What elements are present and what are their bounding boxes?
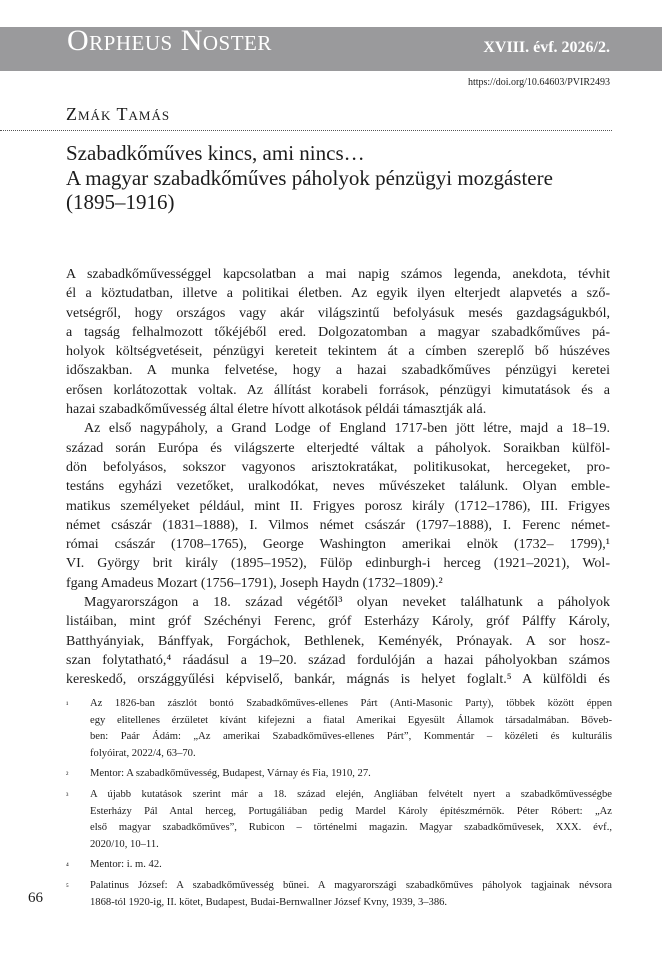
text-line: század során Európa és világszerte elterjedté váltak a páholyok. Soraikban külföl- <box>66 440 610 456</box>
text-line: él a köztudatban, illetve a politikai életben. Az egyik ilyen elterjedt alapvetés a sző- <box>66 286 610 302</box>
text-line: római császár (1708–1765), George Washington amerikai elnök (1732– 1799),¹ <box>66 537 610 553</box>
text-line: német császár (1831–1888), I. Vilmos német császár (1797–1888), I. Ferenc német- <box>66 517 610 533</box>
text-line: dön befolyásos, sokszor vagyonos arisztokratákat, politikusokat, hercegeket, pro- <box>66 459 610 475</box>
footnote-number: ⁵ <box>66 881 69 891</box>
footnote-line: egy elitellenes érzületet kívánt kifejezni a fiatal Amerikai Egyesült Államok társadalmában. Bőveb- <box>90 714 612 726</box>
footnote <box>66 857 612 874</box>
text-line: A szabadkőművességgel kapcsolatban a mai napig számos legenda, anekdota, tévhit <box>66 267 610 282</box>
footnote-line: 2020/10, 10–11. <box>90 838 159 850</box>
journal-header-bar <box>0 24 662 71</box>
article-body <box>66 265 610 690</box>
footnote-line: A újabb kutatások szerint már a 18. század elején, Angliában felvételt nyert a szabadkőművességbe <box>90 788 612 800</box>
text-line: matikus személyeket például, mint II. Frigyes porosz király (1712–1786), III. Frigyes <box>66 498 610 514</box>
text-line: Batthyányiak, Bánffyak, Forgáchok, Bethlenek, Keményék, Prónayak. A sor hosz- <box>66 633 610 649</box>
footnotes <box>66 696 612 915</box>
author-name: Zmák Tamás <box>66 104 171 124</box>
text-line: VI. György brit király (1895–1952), Fülöp edinburgh-i herceg (1921–2021), Wol- <box>66 556 610 572</box>
footnote-line: Mentor: A szabadkőművesség, Budapest, Várnay és Fia, 1910, 27. <box>90 768 371 780</box>
footnote-number: ⁴ <box>66 861 69 871</box>
footnote-line: ben: Paár Ádám: „Az amerikai Szabadkőműves-ellenes Párt”, Kommentár – közéleti és kulturális <box>90 731 612 743</box>
footnote-line: első magyar szabadkőműves”, Rubicon – történelmi magazin. Magyar szabadkőművesek, XXX. évf., <box>90 822 612 834</box>
text-line: kereskedő, országgyűlési képviselő, bankár, mágnás is helyet foglalt.⁵ A külföldi és <box>66 672 610 688</box>
text-line: hazai szabadkőművesség által életre hívott alkotások példái támasztják alá. <box>66 402 487 418</box>
text-line: holyok költségvetéseit, pénzügyi kereteit tekintem át a címben szereplő bő húszéves <box>66 344 610 360</box>
title-line: Szabadkőműves kincs, ami nincs… <box>66 141 365 165</box>
article-title <box>66 141 626 215</box>
text-line: vetségről, hogy országos vagy akár világszintű befolyásuk mesés gazdagságukból, <box>66 305 610 321</box>
footnote-line: Palatinus József: A szabadkőművesség bűnei. A magyarországi szabadkőműves páholyok tagjainak névsora <box>90 879 612 891</box>
footnote-line: Az 1826-ban zászlót bontó Szabadkőműves-ellenes Párt (Anti-Masonic Party), többek között éppen <box>90 698 612 709</box>
text-line: Magyarországon a 18. század végétől³ olyan neveket találhatunk a páholyok <box>84 595 610 611</box>
paragraph <box>66 265 610 419</box>
text-line: fgang Amadeus Mozart (1756–1791), Joseph Haydn (1732–1809).² <box>66 575 443 591</box>
footnote-number: ¹ <box>66 700 69 709</box>
paragraph <box>66 593 610 689</box>
footnote <box>66 787 612 853</box>
text-line: időszakban. A munka felvetése, hogy a hazai szabadkőműves pénzügyi keretei <box>66 363 610 379</box>
footnote-line: Esterházy Pál Antal herceg, Portugáliában pedig Mardel Károly építészmérnök. Péter Róbert: „Az <box>90 805 612 817</box>
text-line: Az első nagypáholy, a Grand Lodge of England 1717-ben jött létre, majd a 18–19. <box>84 421 610 437</box>
footnote-line: folyóirat, 2022/4, 63–70. <box>90 747 196 759</box>
footnote-number: ² <box>66 770 69 780</box>
footnote-number: ³ <box>66 790 69 800</box>
journal-title: Orpheus Noster <box>67 24 272 57</box>
issue-label: XVIII. évf. 2026/2. <box>483 39 610 56</box>
page-number: 66 <box>28 890 43 906</box>
doi-link[interactable]: https://doi.org/10.64603/PVIR2493 <box>467 77 610 88</box>
text-line: testáns egyházi vezetőket, uralkodókat, neves művészeket találunk. Olyan emble- <box>66 479 610 495</box>
paragraph <box>66 419 610 593</box>
footnote <box>66 696 612 762</box>
footnote-line: Mentor: i. m. 42. <box>90 859 162 871</box>
text-line: erősen korlátozottak voltak. Az állítást korabeli források, pénzügyi kimutatások és a <box>66 382 610 398</box>
text-line: listáiban, mint gróf Széchényi Ferenc, gróf Esterházy Károly, gróf Pálffy Károly, <box>66 614 610 630</box>
title-line: A magyar szabadkőműves páholyok pénzügyi mozgástere <box>66 165 553 190</box>
footnote-line: 1868-tól 1920-ig, II. kötet, Budapest, Budai-Bernwallner József Kvny, 1939, 3–386. <box>90 896 448 908</box>
footnote <box>66 878 612 911</box>
footnote <box>66 766 612 783</box>
text-line: szan folytatható,⁴ ráadásul a 19–20. század fordulóján a hazai páholyokban számos <box>66 652 610 668</box>
author-divider <box>0 130 612 131</box>
text-line: a tagság felhalmozott tőkéjéből ered. Dolgozatomban a magyar szabadkőműves pá- <box>66 324 610 340</box>
title-line: (1895–1916) <box>66 190 175 214</box>
